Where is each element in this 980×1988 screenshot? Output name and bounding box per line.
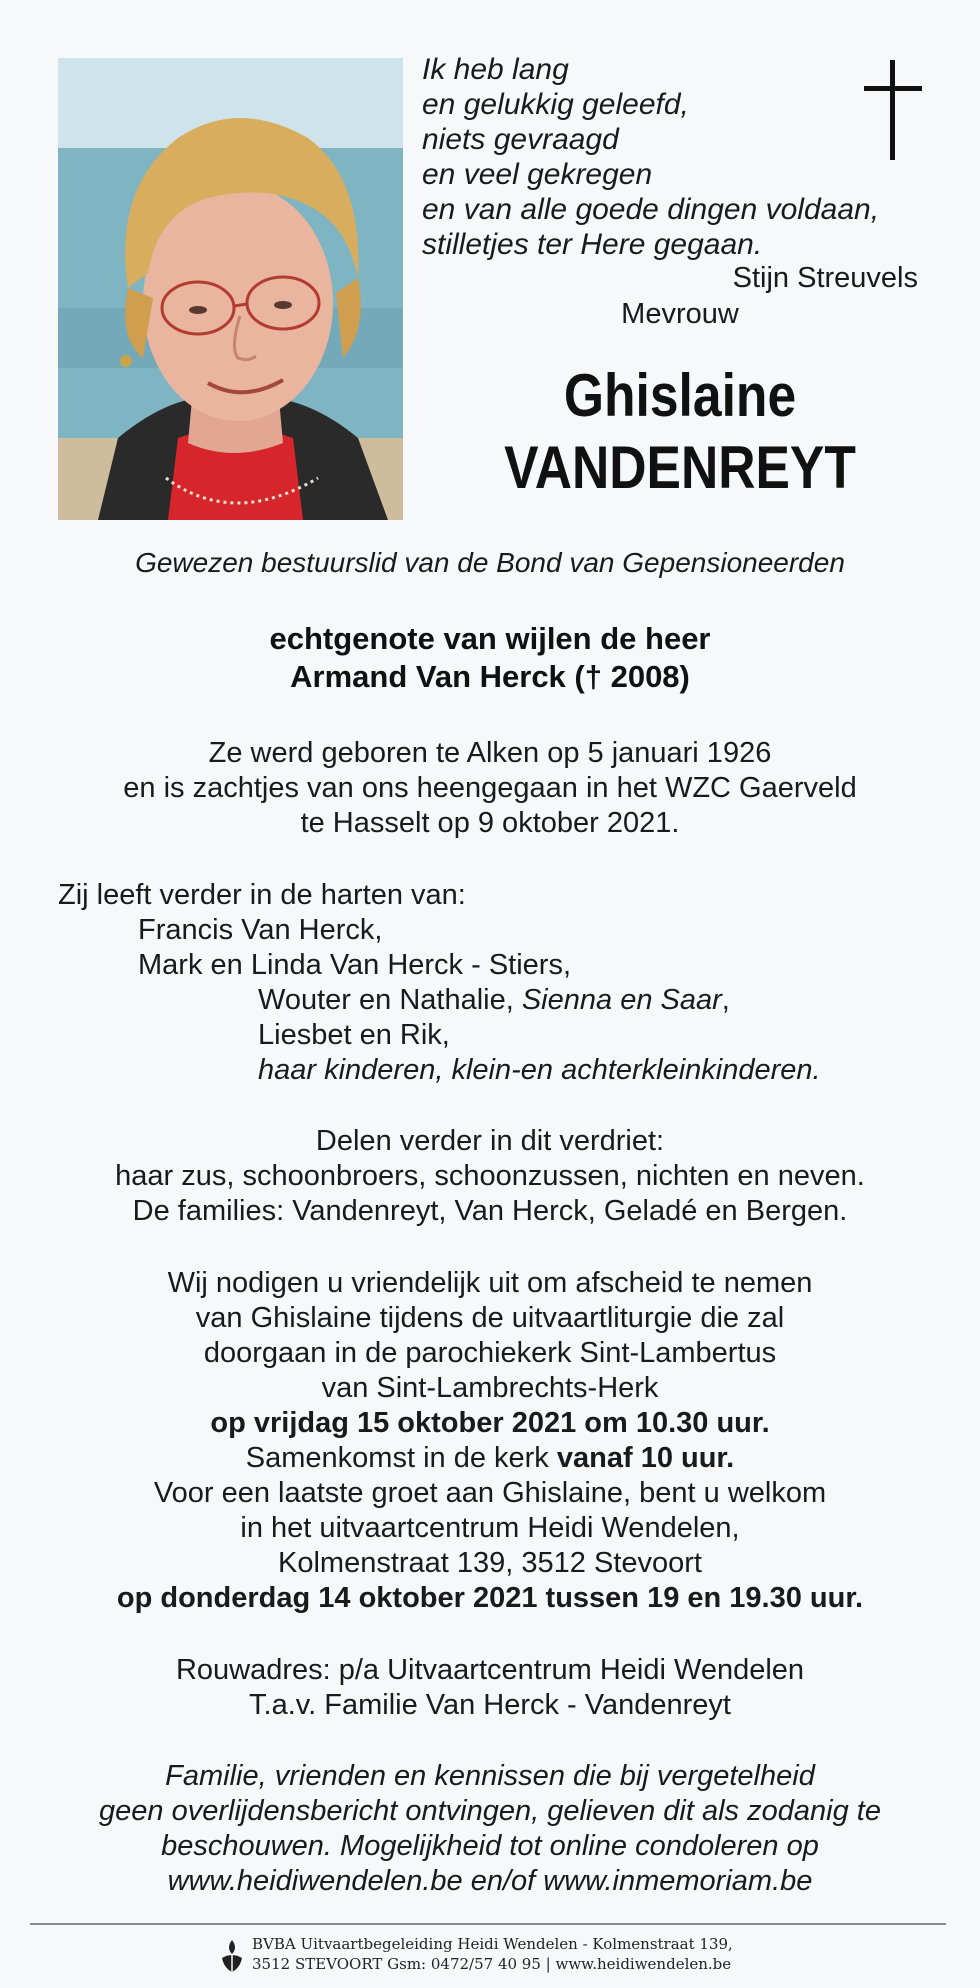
poem-line: stilletjes ter Here gegaan.: [422, 228, 763, 261]
gathering-text: Samenkomst in de kerk: [245, 1442, 557, 1474]
funeral-home-logo-icon: [218, 1938, 246, 1974]
spouse-line: Armand Van Herck († 2008): [290, 659, 690, 694]
mourning-address: [30, 1653, 950, 1723]
share-line: De families: Vandenreyt, Van Herck, Geladé en Bergen.: [132, 1195, 848, 1227]
birth-death-info: [30, 736, 950, 841]
footer-divider: [30, 1923, 946, 1925]
footer-line: 3512 STEVOORT Gsm: 0472/57 40 95 | www.heidiwendelen.be: [252, 1955, 732, 1973]
note-line: geen overlijdensbericht ontvingen, gelieven dit als zodanig te: [99, 1795, 881, 1827]
note-line: www.heidiwendelen.be en/of www.inmemoriam.be: [167, 1865, 813, 1897]
spouse-info: [30, 620, 950, 696]
footer: [218, 1932, 858, 1982]
birth-line: en is zachtjes van ons heengegaan in het WZC Gaerveld: [123, 772, 857, 804]
note-line: beschouwen. Mogelijkheid tot online condoleren op: [161, 1830, 819, 1862]
survivor-line: [58, 983, 938, 1018]
poem-line: Ik heb lang: [422, 53, 569, 86]
survivor-line: Liesbet en Rik,: [258, 1019, 450, 1051]
survivor-comma: ,: [721, 984, 730, 1016]
invite-line: [30, 1441, 950, 1476]
invite-line: in het uitvaartcentrum Heidi Wendelen,: [240, 1512, 740, 1544]
survivor-summary: haar kinderen, klein-en achterkleinkinderen.: [258, 1054, 821, 1086]
portrait-photo: [58, 58, 403, 520]
spouse-line: echtgenote van wijlen de heer: [269, 621, 711, 656]
address-line: Rouwadres: p/a Uitvaartcentrum Heidi Wendelen: [175, 1654, 805, 1686]
footer-text: [252, 1934, 733, 1974]
footer-line: BVBA Uitvaartbegeleiding Heidi Wendelen - Kolmenstraat 139,: [252, 1935, 733, 1953]
survivors-list: [58, 878, 938, 1088]
condolence-sharing: [30, 1124, 950, 1229]
closing-note: [30, 1759, 950, 1899]
poem-line: en veel gekregen: [422, 158, 653, 191]
birth-line: te Hasselt op 9 oktober 2021.: [300, 807, 680, 839]
poem-line: en van alle goede dingen voldaan,: [422, 193, 880, 226]
survivor-grandchildren: Sienna en Saar: [521, 984, 722, 1016]
address-line: T.a.v. Familie Van Herck - Vandenreyt: [249, 1689, 731, 1721]
survivor-names: Wouter en Nathalie,: [258, 984, 522, 1016]
invite-line: van Ghislaine tijdens de uitvaartliturgie die zal: [195, 1302, 785, 1334]
share-line: Delen verder in dit verdriet:: [315, 1125, 665, 1157]
cross-icon: [864, 60, 922, 160]
invite-line: Voor een laatste groet aan Ghislaine, bent u welkom: [153, 1477, 827, 1509]
survivor-line: Mark en Linda Van Herck - Stiers,: [138, 949, 572, 981]
funeral-date: op vrijdag 15 oktober 2021 om 10.30 uur.: [210, 1407, 770, 1439]
invite-line: Wij nodigen u vriendelijk uit om afscheid te nemen: [167, 1267, 813, 1299]
invite-line: van Sint-Lambrechts-Herk: [321, 1372, 659, 1404]
birth-line: Ze werd geboren te Alken op 5 januari 1926: [208, 737, 772, 769]
poem-author: Stijn Streuvels: [732, 262, 918, 294]
survivors-intro: Zij leeft verder in de harten van:: [58, 879, 466, 911]
gathering-time: vanaf 10 uur.: [556, 1442, 735, 1474]
visitation-date: op donderdag 14 oktober 2021 tussen 19 en 19.30 uur.: [116, 1582, 864, 1614]
invite-line: doorgaan in de parochiekerk Sint-Lambertus: [203, 1337, 777, 1369]
note-line: Familie, vrienden en kennissen die bij vergetelheid: [165, 1760, 815, 1792]
first-name: Ghislaine: [563, 362, 797, 429]
funeral-invitation: [30, 1266, 950, 1616]
invite-line: Kolmenstraat 139, 3512 Stevoort: [278, 1547, 702, 1579]
poem-line: en gelukkig geleefd,: [422, 88, 689, 121]
honorific: Mevrouw: [621, 298, 739, 330]
deceased-name: [474, 360, 887, 504]
survivor-line: Francis Van Herck,: [138, 914, 383, 946]
share-line: haar zus, schoonbroers, schoonzussen, nichten en neven.: [115, 1160, 865, 1192]
poem-line: niets gevraagd: [422, 123, 619, 156]
last-name: VANDENREYT: [504, 434, 856, 501]
former-role: Gewezen bestuurslid van de Bond van Gepensioneerden: [135, 547, 845, 578]
